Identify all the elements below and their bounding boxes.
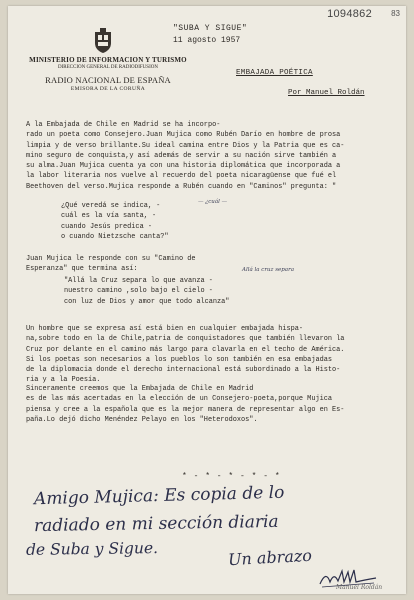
signature-name: Manuel Roldán — [336, 584, 383, 591]
verse-1 — [61, 201, 406, 242]
handwritten-line-3: de Suba y Sigue. — [25, 539, 159, 559]
verse-line: cuál es la vía santa, - — [61, 212, 157, 221]
text-line: piensa y cree a la española que es la mejor manera de representar algo en Es- — [26, 405, 345, 414]
direction-name: DIRECCION GENERAL DE RADIODIFUSION — [58, 65, 158, 70]
program-title: "SUBA Y SIGUE" — [173, 24, 248, 33]
text-line: limpia y de verso brillante.Su ideal camina entre Dios y la Patria que es ca- — [26, 141, 345, 150]
page-mark: 83 — [391, 9, 400, 18]
text-line: de la diplomacia donde el derecho internacional está subordinado a la Histo- — [26, 366, 341, 375]
text-line: Sinceramente creemos que la Embajada de Chile en Madrid — [26, 385, 254, 393]
margin-note-1: — ¿cuál — — [198, 199, 228, 205]
text-line: ria y a la Poesía. — [26, 376, 101, 385]
handwritten-line-1: Amigo Mujica: Es copia de lo — [33, 482, 285, 510]
verse-2 — [64, 276, 406, 307]
text-line: es de las más acertadas en la elección de un Consejero-poeta,porque Mujica — [26, 395, 332, 404]
verse-line: nuestro camino ,solo bajo el cielo - — [64, 287, 213, 296]
letterhead — [28, 56, 188, 92]
text-line: Un hombre que se expresa así está bien en cualquier embajada hispa- — [26, 325, 304, 333]
text-line: na,sobre todo en la de Chile,patria de conquistadores que también llevaron la — [26, 335, 345, 344]
station-name: EMISORA DE LA CORUÑA — [70, 86, 146, 92]
text-line: rado un poeta como Consejero.Juan Mujica como Rubén Darío en hombre de prosa — [26, 131, 341, 140]
text-line: Si los poetas son necesarios a los pueblos lo son también en esa embajadas — [26, 355, 332, 364]
text-line: la labor literaria nos vuelve al recuerdo del poeta nicaragüense que fué el — [26, 172, 337, 181]
verse-line: o cuando Nietzsche canta?" — [61, 232, 169, 241]
text-line: Cruz por delante en el camino más largo para clavarla en el techo de América. — [26, 345, 345, 354]
verse-line: cuando Jesús predica - — [61, 222, 152, 231]
paragraph-1 — [26, 120, 398, 192]
text-line: su alma.Juan Mujica cuenta ya con una historia diplomática que incorporada a — [26, 162, 341, 171]
handwritten-line-2: radiado en mi sección diaria — [33, 511, 279, 537]
coat-of-arms-icon — [92, 28, 114, 54]
handwritten-closing: Un abrazo — [227, 545, 313, 570]
text-line: A la Embajada de Chile en Madrid se ha incorpo- — [26, 121, 221, 129]
letter-date: 11 agosto 1957 — [173, 36, 241, 45]
margin-note-2: Allá la cruz separa — [242, 267, 294, 273]
verse-line: "Allá la Cruz separa lo que avanza - — [64, 277, 213, 285]
author-byline: Por Manuel Roldán — [288, 89, 365, 97]
separator: * - * - * - * - * — [182, 472, 281, 481]
text-line: paña.Lo dejó dicho Menéndez Pelayo en los "Heterodoxos". — [26, 415, 258, 424]
text-line: mino seguro de conquista,y así además de servir a su nación sirve también a — [26, 151, 337, 160]
verse-line: ¿Qué veredá se indica, - — [61, 202, 161, 210]
paragraph-4 — [26, 384, 398, 425]
radio-name: RADIO NACIONAL DE ESPAÑA — [45, 75, 171, 85]
letter-page — [8, 6, 406, 594]
text-line: Beethoven del verso.Mujica responde a Rubén cuando en "Caminos" pregunta: " — [26, 182, 337, 191]
paragraph-2 — [26, 254, 398, 275]
section-title: EMBAJADA POÉTICA — [236, 69, 313, 77]
text-line: Esperanza" que termina así: — [26, 265, 138, 274]
ministry-name: MINISTERIO DE INFORMACION Y TURISMO — [29, 56, 187, 64]
archive-number: 1094862 — [327, 8, 372, 20]
text-line: Juan Mujica le responde con su "Camino de — [26, 255, 196, 263]
paragraph-3 — [26, 324, 398, 386]
verse-line: con luz de Dios y amor que todo alcanza" — [64, 297, 230, 306]
